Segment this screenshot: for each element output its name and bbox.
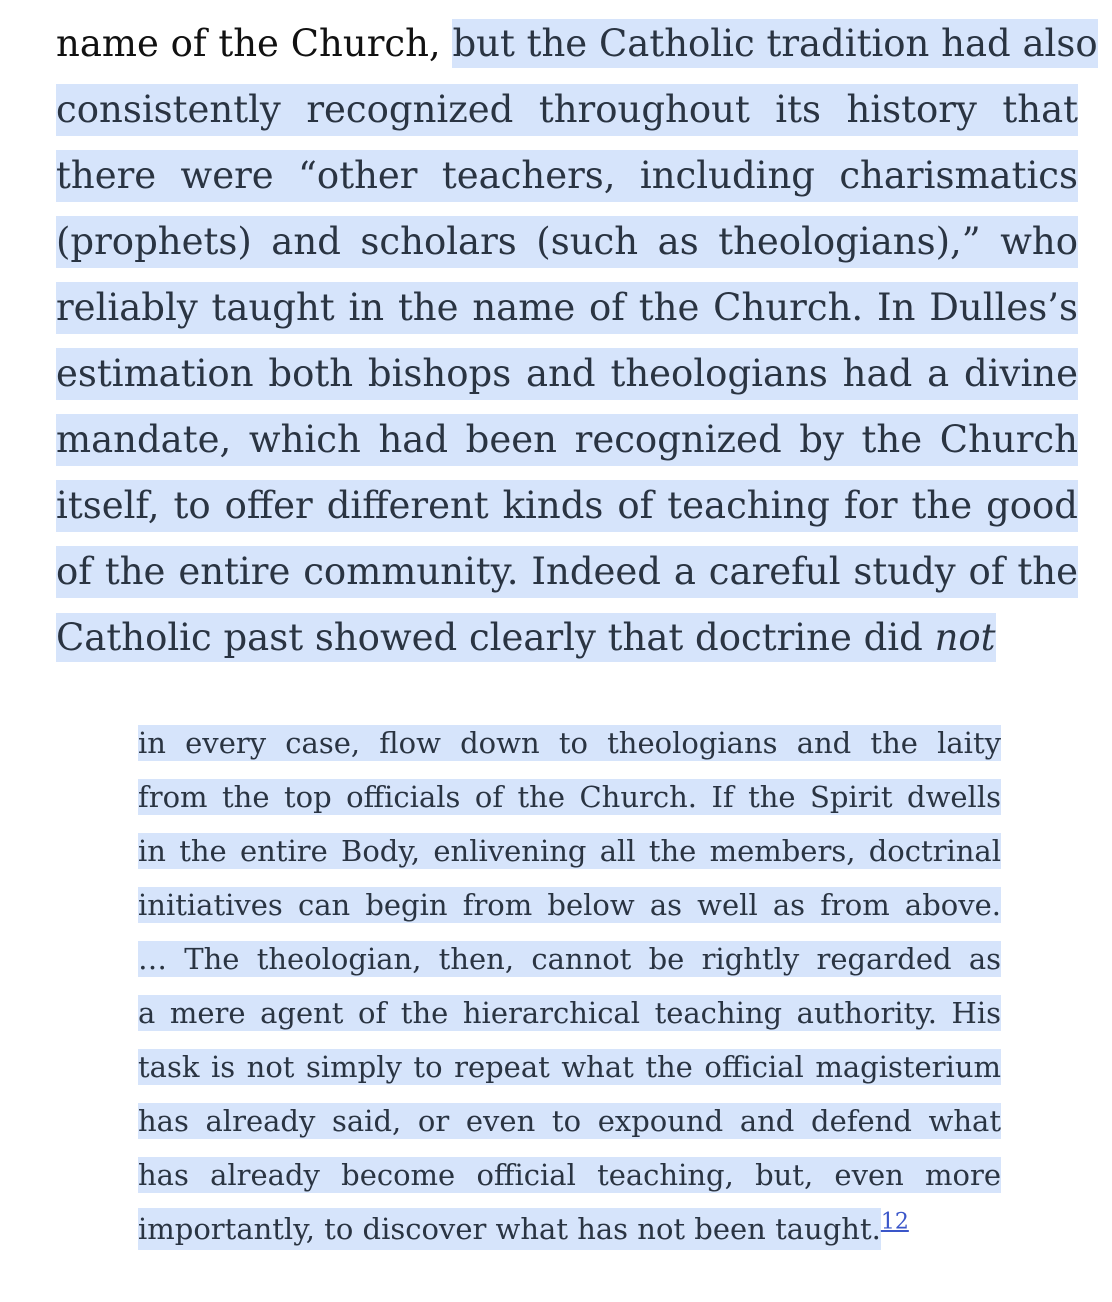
selected-text: but the Catholic tradition had also xyxy=(452,19,1097,68)
paragraph-line-1 xyxy=(56,18,1098,70)
paragraph-line-9: of the entire community. Indeed a careful study of the xyxy=(56,546,1078,598)
unselected-text: name of the Church, xyxy=(56,22,453,65)
quote-line-7: task is not simply to repeat what the official magisterium xyxy=(138,1050,1001,1084)
quote-line-8: has already said, or even to expound and defend what xyxy=(138,1104,1001,1138)
paragraph-line-3: there were “other teachers, including charismatics xyxy=(56,150,1078,202)
paragraph-line-8: itself, to offer different kinds of teaching for the good xyxy=(56,480,1078,532)
paragraph-line-5: reliably taught in the name of the Church. In Dulles’s xyxy=(56,282,1078,334)
paragraph-line-7: mandate, which had been recognized by the Church xyxy=(56,414,1078,466)
paragraph-line-10 xyxy=(56,612,1078,664)
quote-line-10 xyxy=(138,1211,1001,1247)
quote-line-2: from the top officials of the Church. If the Spirit dwells xyxy=(138,780,1001,814)
quote-line-4: initiatives can begin from below as well as from above. xyxy=(138,888,1001,922)
footnote-link[interactable]: 12 xyxy=(880,1209,909,1235)
emphasis-text: not xyxy=(934,616,996,659)
paragraph-line-2: consistently recognized throughout its history that xyxy=(56,84,1078,136)
selected-text: Catholic past showed clearly that doctrine did not xyxy=(56,613,996,662)
quote-line-3: in the entire Body, enlivening all the members, doctrinal xyxy=(138,834,1001,868)
paragraph-line-4: (prophets) and scholars (such as theologians),” who xyxy=(56,216,1078,268)
quote-line-1: in every case, flow down to theologians and the laity xyxy=(138,726,1001,760)
selected-text: importantly, to discover what has not been taught. xyxy=(138,1208,881,1250)
quote-line-6: a mere agent of the hierarchical teaching authority. His xyxy=(138,996,1001,1030)
paragraph-line-6: estimation both bishops and theologians had a divine xyxy=(56,348,1078,400)
quote-line-9: has already become official teaching, but, even more xyxy=(138,1158,1001,1192)
quote-line-5: … The theologian, then, cannot be rightly regarded as xyxy=(138,942,1001,976)
